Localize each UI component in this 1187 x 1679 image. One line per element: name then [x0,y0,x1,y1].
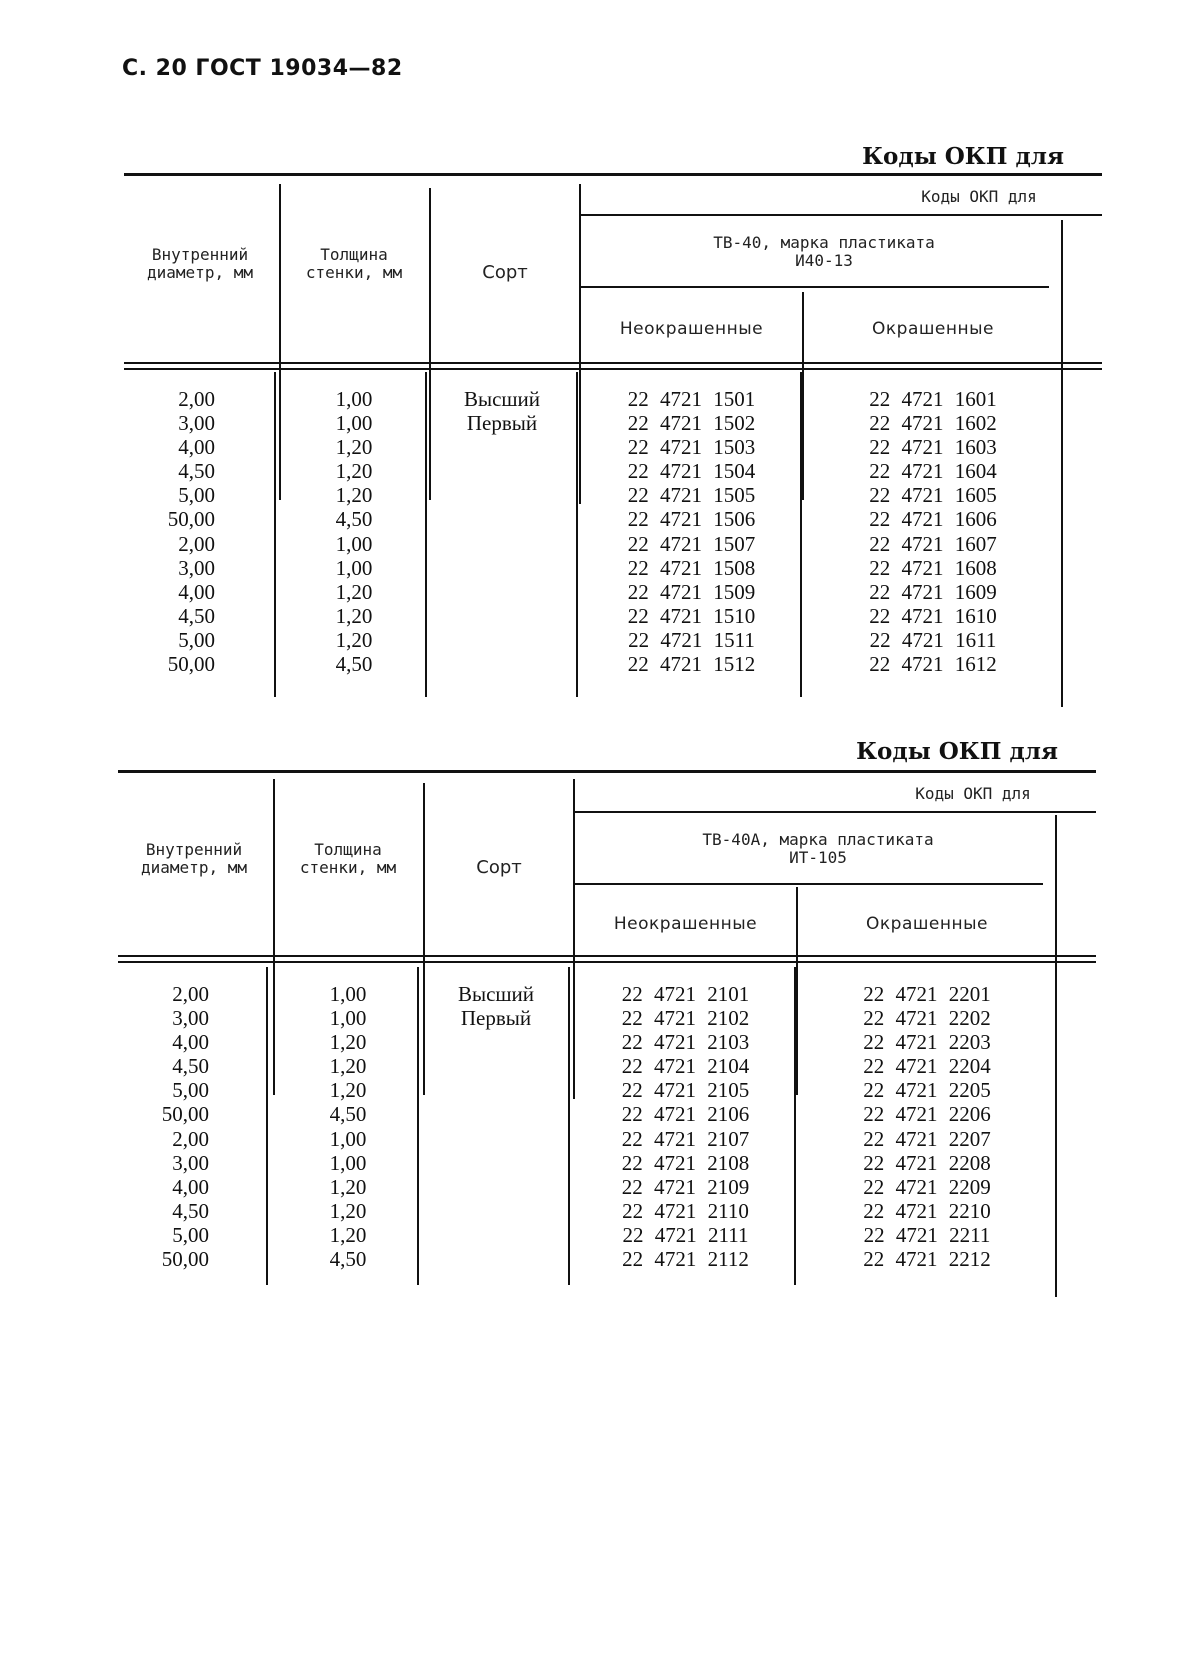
table-cell: 22 4721 1503 [627,435,756,460]
table-cell: 22 4721 1509 [627,579,756,604]
header-okp-group: Коды ОКП для [921,187,1037,206]
table-cell: 3,00 [178,555,215,580]
table-cell: 22 4721 2207 [863,1126,991,1151]
table-cell: 4,00 [172,1174,209,1199]
table-cell: 2,00 [172,982,209,1006]
table-cell: 22 4721 1505 [627,483,756,508]
table-cell: 22 4721 2208 [863,1150,991,1175]
header-sort: Сорт [482,262,528,283]
table-cell: 22 4721 2105 [621,1078,750,1103]
table-cell: 5,00 [178,483,215,508]
table-cell: 22 4721 1504 [627,459,756,484]
header-thickness: Толщина стенки, мм [299,840,397,877]
table-cell: 22 4721 2102 [621,1006,750,1031]
header-unpainted: Неокрашенные [613,914,758,934]
table-cell: 4,00 [172,1030,209,1055]
col-divider-4 [796,887,798,1095]
table-cell: 22 4721 1511 [628,627,755,652]
table-cell: 4,50 [178,603,215,628]
header-double-rule-2 [118,961,1096,963]
table-cell: 50,00 [167,652,215,677]
header-double-rule-1 [124,362,1102,364]
table-cell: 1,20 [329,1054,367,1079]
table-cell: 22 4721 1603 [869,435,997,460]
header-thickness: Толщина стенки, мм [305,245,403,282]
table-title: Коды ОКП для [856,738,1058,765]
table-cell: 22 4721 2202 [863,1006,991,1031]
table-cell: 2,00 [178,387,215,411]
table-cell: 22 4721 1605 [869,483,997,508]
table-cell: 22 4721 2112 [622,1247,749,1272]
table-cell: 4,00 [178,579,215,604]
table-cell: 5,00 [172,1222,209,1247]
table-cell: 4,50 [172,1054,209,1079]
sort-column [432,387,572,435]
table-cell: 4,50 [178,459,215,484]
header-painted: Окрашенные [872,319,994,339]
col-divider-3 [579,184,581,504]
header-double-rule-1 [118,955,1096,957]
unpainted-column [584,387,799,676]
unpainted-column [578,982,793,1271]
table-cell: 1,20 [335,627,373,652]
table-cell: 1,00 [329,1126,367,1151]
table-cell: 1,00 [335,555,373,580]
col-divider-2-body [425,372,427,697]
table-cell: 22 4721 2201 [863,982,991,1006]
col-divider-2 [423,783,425,1095]
diameter-column [124,387,215,676]
table-cell: 4,50 [335,652,373,677]
table-cell: 22 4721 1512 [627,652,756,677]
table-cell: 1,20 [335,483,373,508]
header-okp-group: Коды ОКП для [915,784,1031,803]
table-cell: 4,50 [329,1247,367,1272]
table-cell: 3,00 [172,1150,209,1175]
table-cell: 1,20 [335,603,373,628]
table-cell: 1,20 [335,579,373,604]
table-cell: 4,00 [178,435,215,460]
table-cell: 1,00 [335,387,373,411]
table-cell: 1,00 [329,982,367,1006]
material-rule [575,883,1043,885]
table-cell: 22 4721 2205 [863,1078,991,1103]
table-cell: 1,00 [335,531,373,556]
table-cell: 22 4721 2204 [863,1054,991,1079]
header-sort: Сорт [476,857,522,878]
table-cell: 22 4721 1506 [627,507,756,532]
diameter-column [118,982,209,1271]
table-cell: 22 4721 1606 [869,507,997,532]
table-cell: 1,20 [329,1174,367,1199]
table-cell: 3,00 [178,411,215,436]
table-cell: 22 4721 2104 [621,1054,750,1079]
okp-group-rule [575,811,1096,813]
table-cell: 1,20 [329,1078,367,1103]
col-divider-3 [573,779,575,1099]
col-divider-1-body [274,372,276,697]
header-material: ТВ-40А, марка пластиката ИТ-105 [702,830,934,867]
header-material: ТВ-40, марка пластиката И40-13 [713,233,935,270]
table-top-rule [118,770,1096,773]
table-cell: 1,20 [335,459,373,484]
table-cell: 22 4721 1510 [627,603,756,628]
col-divider-1 [273,779,275,1095]
col-divider-4 [802,292,804,500]
table-cell: 4,50 [172,1198,209,1223]
table-cell: 1,20 [335,435,373,460]
table-cell: 1,20 [329,1030,367,1055]
table-cell: 22 4721 1604 [869,459,997,484]
table-cell: Высший [457,982,535,1006]
okp-table-block-2 [118,735,1096,1295]
table-cell: 22 4721 2212 [863,1247,991,1272]
table-cell: Первый [466,411,538,436]
table-top-rule [124,173,1102,176]
table-cell: 1,20 [329,1198,367,1223]
table-cell: 22 4721 2111 [622,1222,749,1247]
table-cell: 22 4721 2209 [863,1174,991,1199]
page-header: С. 20 ГОСТ 19034—82 [122,56,403,81]
table-cell: 1,00 [329,1150,367,1175]
header-painted: Окрашенные [866,914,988,934]
table-cell: 50,00 [167,507,215,532]
col-divider-5-body [1061,372,1063,707]
material-rule [581,286,1049,288]
header-double-rule-2 [124,368,1102,370]
table-cell: 22 4721 1612 [869,652,997,677]
table-cell: 22 4721 1507 [627,531,756,556]
table-title: Коды ОКП для [862,143,1064,170]
okp-table-block-1 [124,140,1102,700]
col-divider-4-body [794,967,796,1285]
thickness-column [289,387,419,676]
table-cell: 50,00 [161,1102,209,1127]
table-cell: 1,00 [329,1006,367,1031]
table-cell: 1,20 [329,1222,367,1247]
table-cell: 22 4721 1608 [869,555,997,580]
header-diameter: Внутренний диаметр, мм [147,245,253,282]
table-cell: 4,50 [329,1102,367,1127]
col-divider-1 [279,184,281,500]
col-divider-3-body [568,967,570,1285]
table-cell: 22 4721 1508 [627,555,756,580]
table-cell: 22 4721 2106 [621,1102,750,1127]
painted-column [808,387,1058,676]
table-cell: 22 4721 1610 [869,603,997,628]
col-divider-2 [429,188,431,500]
painted-column [802,982,1052,1271]
table-cell: 22 4721 2107 [621,1126,750,1151]
table-cell: 22 4721 1611 [869,627,997,652]
table-cell: 22 4721 2211 [863,1222,991,1247]
col-divider-3-body [576,372,578,697]
table-cell: Первый [460,1006,532,1031]
table-cell: 22 4721 1502 [627,411,756,436]
table-cell: 22 4721 2108 [621,1150,750,1175]
okp-group-rule [581,214,1102,216]
col-divider-1-body [266,967,268,1285]
header-unpainted: Неокрашенные [619,319,764,339]
col-divider-2-body [417,967,419,1285]
sort-column [426,982,566,1030]
table-cell: 22 4721 1609 [869,579,997,604]
table-cell: 22 4721 2101 [621,982,750,1006]
table-cell: 22 4721 1602 [869,411,997,436]
table-cell: 4,50 [335,507,373,532]
table-cell: 2,00 [172,1126,209,1151]
table-cell: 22 4721 2206 [863,1102,991,1127]
table-cell: 2,00 [178,531,215,556]
table-cell: 22 4721 1607 [869,531,997,556]
table-cell: 22 4721 2103 [621,1030,750,1055]
table-cell: 22 4721 2203 [863,1030,991,1055]
table-cell: 22 4721 2110 [622,1198,749,1223]
thickness-column [283,982,413,1271]
table-cell: 1,00 [335,411,373,436]
table-cell: 3,00 [172,1006,209,1031]
table-cell: 50,00 [161,1247,209,1272]
table-cell: 22 4721 2210 [863,1198,991,1223]
table-cell: 22 4721 1501 [627,387,756,411]
table-cell: 5,00 [178,627,215,652]
table-cell: 22 4721 2109 [621,1174,750,1199]
table-cell: 22 4721 1601 [869,387,997,411]
col-divider-4-body [800,372,802,697]
header-diameter: Внутренний диаметр, мм [141,840,247,877]
col-divider-5-body [1055,967,1057,1297]
table-cell: Высший [463,387,541,411]
table-cell: 5,00 [172,1078,209,1103]
